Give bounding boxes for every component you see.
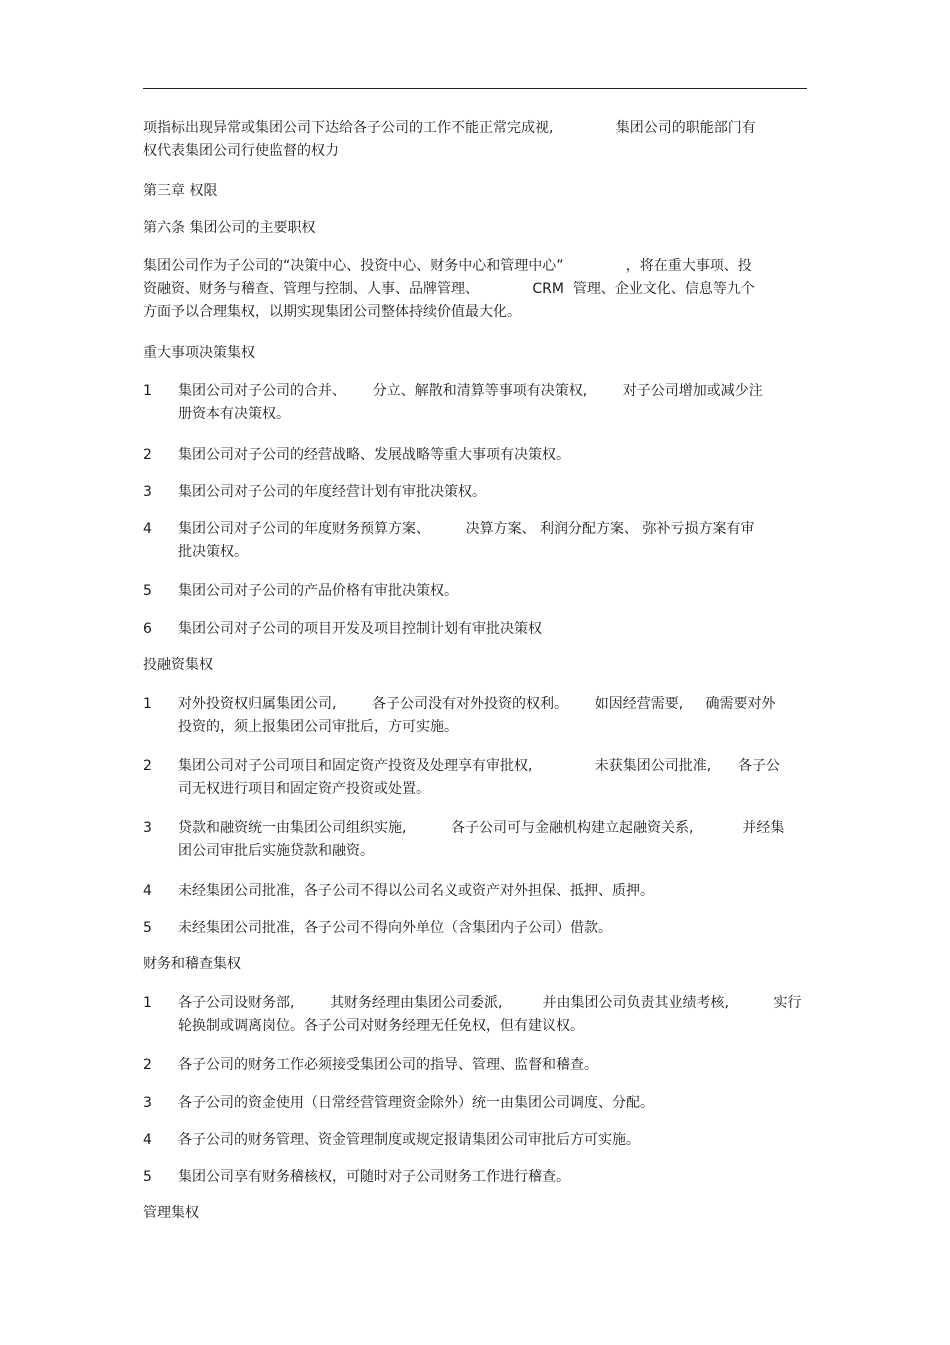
item-line: 未经集团公司批准，各子公司不得向外单位（含集团内子公司）借款。 bbox=[178, 920, 612, 936]
item-number: 5 bbox=[143, 583, 152, 599]
item-number: 3 bbox=[143, 484, 152, 500]
list-item bbox=[178, 755, 810, 801]
item-line: 对外投资权归属集团公司, 各子公司没有对外投资的权利。 如因经营需要, 确需要对外 bbox=[178, 696, 776, 712]
item-number: 4 bbox=[143, 883, 152, 899]
list-item bbox=[178, 817, 810, 863]
intro-paragraph bbox=[143, 117, 807, 163]
article-line: 集团公司作为子公司的“决策中心、投资中心、财务中心和管理中心” ，将在重大事项、投 bbox=[143, 258, 752, 274]
item-line: 各子公司的财务工作必须接受集团公司的指导、管理、监督和稽查。 bbox=[178, 1057, 598, 1073]
list-item bbox=[178, 1166, 810, 1189]
item-number: 2 bbox=[143, 758, 152, 774]
item-line: 贷款和融资统一由集团公司组织实施, 各子公司可与金融机构建立起融资关系, 并经集 bbox=[178, 820, 785, 836]
intro-line: 项指标出现异常或集团公司下达给各子公司的工作不能正常完成视, 集团公司的职能部门有 bbox=[143, 120, 756, 136]
item-line: 集团公司对子公司的年度经营计划有审批决策权。 bbox=[178, 484, 486, 500]
item-number: 3 bbox=[143, 1095, 152, 1111]
item-line: 集团公司对子公司的产品价格有审批决策权。 bbox=[178, 583, 458, 599]
item-line: 集团公司对子公司的年度财务预算方案、 决算方案、 利润分配方案、 弥补亏损方案有审 bbox=[178, 521, 755, 537]
item-number: 5 bbox=[143, 1169, 152, 1185]
item-line: 投资的，须上报集团公司审批后，方可实施。 bbox=[178, 719, 458, 735]
section-heading: 管理集权 bbox=[143, 1205, 199, 1221]
item-line: 集团公司对子公司的项目开发及项目控制计划有审批决策权 bbox=[178, 621, 542, 637]
list-item bbox=[178, 693, 810, 739]
item-number: 4 bbox=[143, 521, 152, 537]
list-item bbox=[178, 880, 810, 903]
item-line: 册资本有决策权。 bbox=[178, 406, 290, 422]
item-line: 集团公司对子公司的合并、 分立、解散和清算等事项有决策权, 对子公司增加或减少注 bbox=[178, 383, 763, 399]
section-heading: 财务和稽查集权 bbox=[143, 956, 241, 972]
item-number: 1 bbox=[143, 383, 152, 399]
item-number: 1 bbox=[143, 995, 152, 1011]
list-item bbox=[178, 1129, 810, 1152]
list-item bbox=[178, 1092, 810, 1115]
list-item bbox=[178, 618, 810, 641]
item-line: 各子公司的资金使用（日常经营管理资金除外）统一由集团公司调度、分配。 bbox=[178, 1095, 654, 1111]
section-heading: 投融资集权 bbox=[143, 657, 213, 673]
list-item bbox=[178, 580, 810, 603]
article-paragraph bbox=[143, 255, 807, 324]
article-line: 资融资、财务与稽查、管理与控制、人事、品牌管理、 CRM 管理、企业文化、信息等九个 bbox=[143, 281, 755, 297]
item-line: 团公司审批后实施贷款和融资。 bbox=[178, 843, 374, 859]
item-line: 各子公司的财务管理、资金管理制度或规定报请集团公司审批后方可实施。 bbox=[178, 1132, 640, 1148]
section-heading: 重大事项决策集权 bbox=[143, 345, 255, 361]
list-item bbox=[178, 1054, 810, 1077]
list-item bbox=[178, 992, 810, 1038]
list-item bbox=[178, 380, 810, 426]
item-line: 司无权进行项目和固定资产投资或处置。 bbox=[178, 781, 430, 797]
item-number: 2 bbox=[143, 1057, 152, 1073]
list-item bbox=[178, 917, 810, 940]
item-number: 5 bbox=[143, 920, 152, 936]
article-heading: 第六条 集团公司的主要职权 bbox=[143, 220, 316, 236]
item-number: 2 bbox=[143, 447, 152, 463]
header-rule bbox=[143, 88, 807, 89]
chapter-heading: 第三章 权限 bbox=[143, 183, 218, 199]
article-line: 方面予以合理集权，以期实现集团公司整体持续价值最大化。 bbox=[143, 304, 521, 320]
list-item bbox=[178, 481, 810, 504]
item-line: 集团公司对子公司项目和固定资产投资及处理享有审批权, 未获集团公司批准, 各子公 bbox=[178, 758, 780, 774]
item-number: 6 bbox=[143, 621, 152, 637]
intro-line: 权代表集团公司行使监督的权力 bbox=[143, 143, 339, 159]
item-line: 集团公司享有财务稽核权，可随时对子公司财务工作进行稽查。 bbox=[178, 1169, 570, 1185]
item-number: 3 bbox=[143, 820, 152, 836]
item-line: 轮换制或调离岗位。各子公司对财务经理无任免权，但有建议权。 bbox=[178, 1018, 584, 1034]
list-item bbox=[178, 444, 810, 467]
item-line: 未经集团公司批准，各子公司不得以公司名义或资产对外担保、抵押、质押。 bbox=[178, 883, 654, 899]
item-line: 批决策权。 bbox=[178, 544, 248, 560]
item-number: 1 bbox=[143, 696, 152, 712]
list-item bbox=[178, 518, 810, 564]
item-line: 集团公司对子公司的经营战略、发展战略等重大事项有决策权。 bbox=[178, 447, 570, 463]
item-number: 4 bbox=[143, 1132, 152, 1148]
item-line: 各子公司设财务部, 其财务经理由集团公司委派, 并由集团公司负责其业绩考核, 实行 bbox=[178, 995, 802, 1011]
